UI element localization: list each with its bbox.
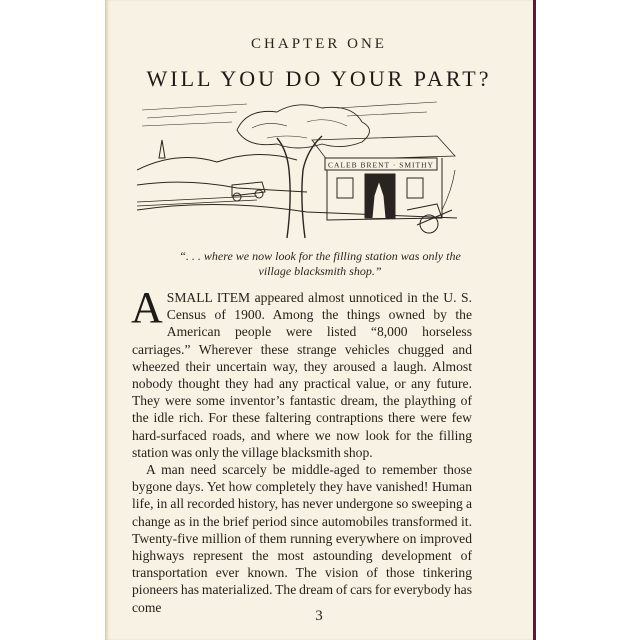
page-number: 3 bbox=[315, 608, 323, 624]
shop-sign: CALEB BRENT · SMITHY bbox=[328, 160, 434, 170]
chapter-title: WILL YOU DO YOUR PART? bbox=[146, 66, 492, 91]
drop-cap: A bbox=[131, 283, 163, 332]
chapter-heading: CHAPTER ONE bbox=[251, 36, 387, 52]
paragraph-text: SMALL ITEM appeared almost unnoticed in the U. S. Census of 1900. Among the things owned by the American people were listed “8,000 horseless carriages.” Wherever these strange vehicles chugged and wheezed their uncertain way, they aroused a laugh. Almost nobody thought they had any practical value, or any future. They were some inventor’s fantastic dream, the plaything of the idle rich. For these faltering contraptions there were few hard-surfaced roads, and where we now look for the filling station was only the village blacksmith shop. bbox=[132, 290, 472, 460]
paragraph: A man need scarcely be middle-aged to remember those bygone days. Yet how completely they have vanished! Human life, in all recorded history, has never undergone so sweeping a change as in the brief period since automobiles transformed it. Twenty-five million of them running everywhere on improved highways represent the most astounding development of transportation ever known. The vision of those tinkering pioneers has materialized. The dream of cars for everybody has come bbox=[132, 462, 472, 615]
illustration-caption: “. . . where we now look for the filling station was only the village blacksmith shop.” bbox=[179, 249, 461, 278]
binding-edge bbox=[533, 0, 536, 640]
body-text bbox=[131, 283, 472, 616]
blacksmith-shop-illustration bbox=[137, 100, 457, 242]
paragraph bbox=[131, 283, 472, 461]
book-page bbox=[105, 0, 533, 640]
